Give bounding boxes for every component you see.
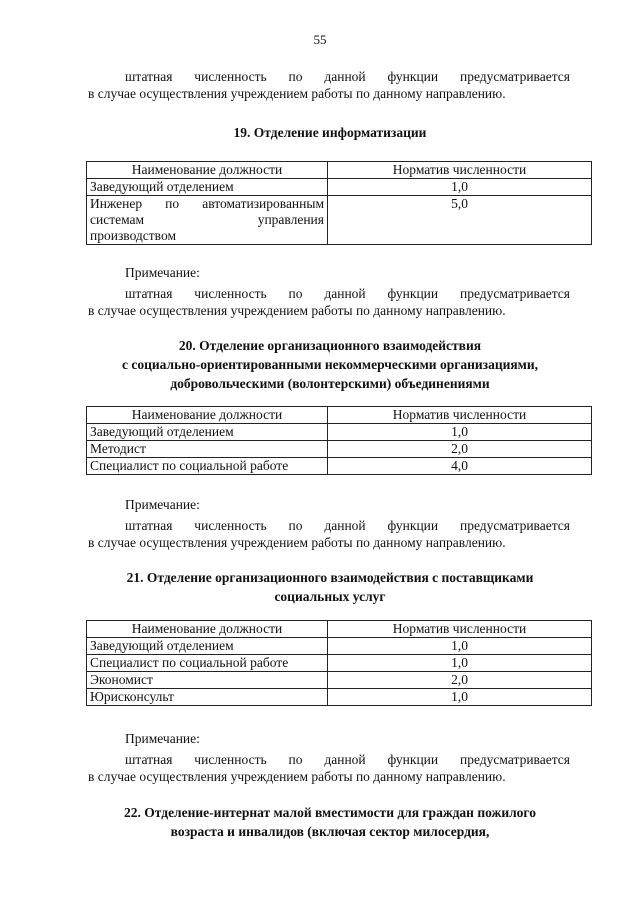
column-header: Наименование должности [87,162,328,179]
paragraph-line: в случае осуществления учреждением работы по данному направлению. [88,535,506,550]
section-21-table [86,620,592,706]
title-line: с социально-ориентированными некоммерческими организациями, [121,357,539,372]
table-header-row [87,407,592,424]
cell-line: производством [90,228,177,243]
title-line: возраста и инвалидов (включая сектор милосердия, [170,824,490,839]
section-22-title [60,803,600,841]
title-line: добровольческими (волонтерскими) объединениями [170,376,490,391]
paragraph-line: штатная численность по данной функции предусматривается [125,69,570,84]
table-row [87,672,592,689]
intro-paragraph [88,68,570,102]
note-label: Примечание: [125,265,200,280]
column-header: Наименование должности [87,621,328,638]
section-19-title: 19. Отделение информатизации [233,125,427,140]
paragraph-line: штатная численность по данной функции предусматривается [125,518,570,533]
section-19-table [86,161,592,245]
table-header-row [87,621,592,638]
section-20-title [60,336,600,393]
position-cell: Юрисконсульт [87,689,328,706]
position-cell: Специалист по социальной работе [87,655,328,672]
paragraph-line: штатная численность по данной функции предусматривается [125,286,570,301]
cell-line: Инженер по автоматизированным [90,196,324,211]
norm-cell: 1,0 [328,689,592,706]
norm-cell: 4,0 [328,458,592,475]
norm-cell: 1,0 [328,424,592,441]
norm-cell: 1,0 [328,638,592,655]
paragraph-line: в случае осуществления учреждением работы по данному направлению. [88,86,506,101]
table-row [87,655,592,672]
table-row [87,196,592,245]
title-line: 20. Отделение организационного взаимодействия [178,338,482,353]
norm-cell: 2,0 [328,441,592,458]
column-header: Норматив численности [328,162,592,179]
note-paragraph [88,285,570,319]
table-header-row [87,162,592,179]
position-cell: Заведующий отделением [87,638,328,655]
section-21-title [60,568,600,606]
table-row [87,458,592,475]
title-line: социальных услуг [274,589,386,604]
norm-cell: 2,0 [328,672,592,689]
position-cell: Методист [87,441,328,458]
title-line: 21. Отделение организационного взаимодействия с поставщиками [126,570,534,585]
title-line: 22. Отделение-интернат малой вместимости для граждан пожилого [124,805,536,820]
note-paragraph [88,517,570,551]
column-header: Норматив численности [328,621,592,638]
position-cell: Заведующий отделением [87,179,328,196]
position-cell [87,196,328,245]
note-paragraph [88,751,570,785]
table-row [87,441,592,458]
cell-line: системам управления [90,212,324,227]
norm-cell: 5,0 [328,196,592,245]
note-label: Примечание: [125,731,200,746]
paragraph-line: штатная численность по данной функции предусматривается [125,752,570,767]
table-row [87,638,592,655]
table-row [87,179,592,196]
paragraph-line: в случае осуществления учреждением работы по данному направлению. [88,769,506,784]
note-label: Примечание: [125,497,200,512]
norm-cell: 1,0 [328,179,592,196]
column-header: Наименование должности [87,407,328,424]
page-number: 55 [313,32,327,47]
position-cell: Специалист по социальной работе [87,458,328,475]
position-cell: Экономист [87,672,328,689]
column-header: Норматив численности [328,407,592,424]
paragraph-line: в случае осуществления учреждением работы по данному направлению. [88,303,506,318]
table-row [87,689,592,706]
section-20-table [86,406,592,475]
table-row [87,424,592,441]
norm-cell: 1,0 [328,655,592,672]
position-cell: Заведующий отделением [87,424,328,441]
